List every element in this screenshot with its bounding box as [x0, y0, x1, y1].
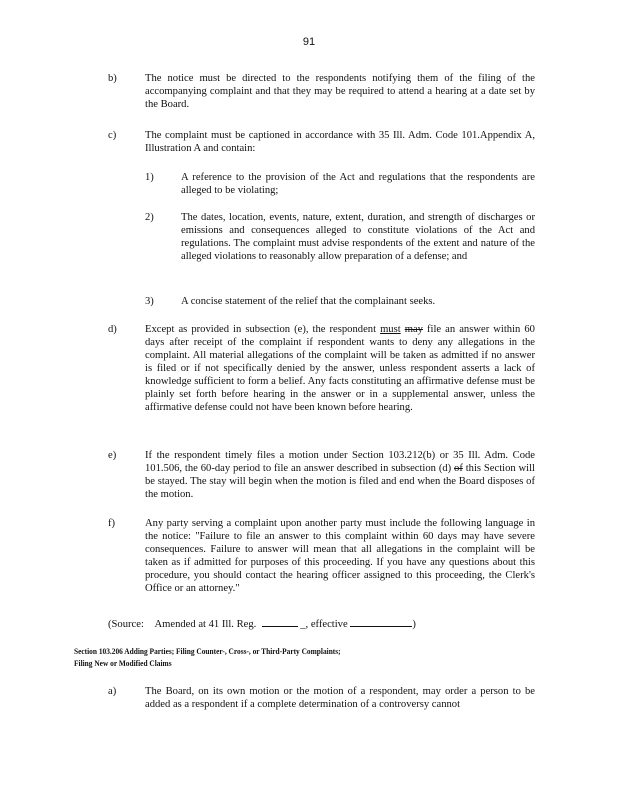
page-number: 91: [302, 36, 316, 48]
item-b-text: The notice must be directed to the respondents notifying them of the filing of the accompanying complaint and that they may be required to attend a hearing at a date set by the Board.: [145, 73, 535, 110]
item-c2-text: The dates, location, events, nature, extent, duration, and strength of discharges or emissions and consequences alleged to constitute violations of the Act and regulations. The complaint must advise respondents of the extent and nature of the alleged violations to reasonably allow preparation of a defense; and: [181, 212, 535, 262]
item-c3-label: 3): [145, 296, 154, 307]
section-heading: [74, 645, 478, 669]
item-f-label: f): [108, 518, 116, 529]
item-c1-text: A reference to the provision of the Act and regulations that the respondents are alleged to be violating;: [181, 172, 535, 196]
item-d-label: d): [108, 324, 117, 335]
item-f-text: Any party serving a complaint upon another party must include the following language in the notice: "Failure to file an answer to this complaint within 60 days may have severe consequences. Failure to answer will mean that all allegations in the complaint will be taken as if admitted for purposes of this proceeding. If you have any questions about this procedure, you should contact the hearing officer assigned to this proceeding, the Clerk's Office or an attorney.": [145, 518, 535, 594]
item-e-label: e): [108, 450, 117, 461]
source-note: (Source: Amended at 41 Ill. Reg. _, effective ): [108, 619, 416, 630]
item-a-label: a): [108, 686, 117, 697]
item-c-label: c): [108, 130, 117, 141]
item-b-label: b): [108, 73, 117, 84]
item-c-text: The complaint must be captioned in accordance with 35 Ill. Adm. Code 101.Appendix A, Illustration A and contain:: [145, 130, 535, 154]
item-e-text: If the respondent timely files a motion under Section 103.212(b) or 35 Ill. Adm. Code 101.506, the 60-day period to file an answer described in subsection (d) of this Section will be stayed. The stay will begin when the motion is filed and end when the Board disposes of the motion.: [145, 450, 536, 500]
item-d-text: Except as provided in subsection (e), the respondent must may file an answer within 60 days after receipt of the complaint if respondent wants to deny any allegations in the complaint. All material allegations of the complaint will be taken as admitted if no answer is filed or if not specifically denied by the answer, unless respondent asserts a lack of knowledge sufficient to form a belief. Any facts constituting an affirmative defense must be plainly set forth before hearing in the answer or in a supplemental answer, unless the affirmative defense could not have been known before hearing.: [145, 324, 535, 413]
item-c1-label: 1): [145, 172, 154, 183]
item-a-text: The Board, on its own motion or the motion of a respondent, may order a person to be added as a respondent if a complete determination of a controversy cannot: [145, 686, 535, 710]
item-c2-label: 2): [145, 212, 154, 223]
section-heading-line2: Filing New or Modified Claims: [74, 658, 172, 668]
item-c3-text: A concise statement of the relief that the complainant seeks.: [181, 296, 436, 307]
section-heading-line1: Section 103.206 Adding Parties; Filing Counter-, Cross-, or Third-Party Complaints;: [74, 646, 341, 656]
